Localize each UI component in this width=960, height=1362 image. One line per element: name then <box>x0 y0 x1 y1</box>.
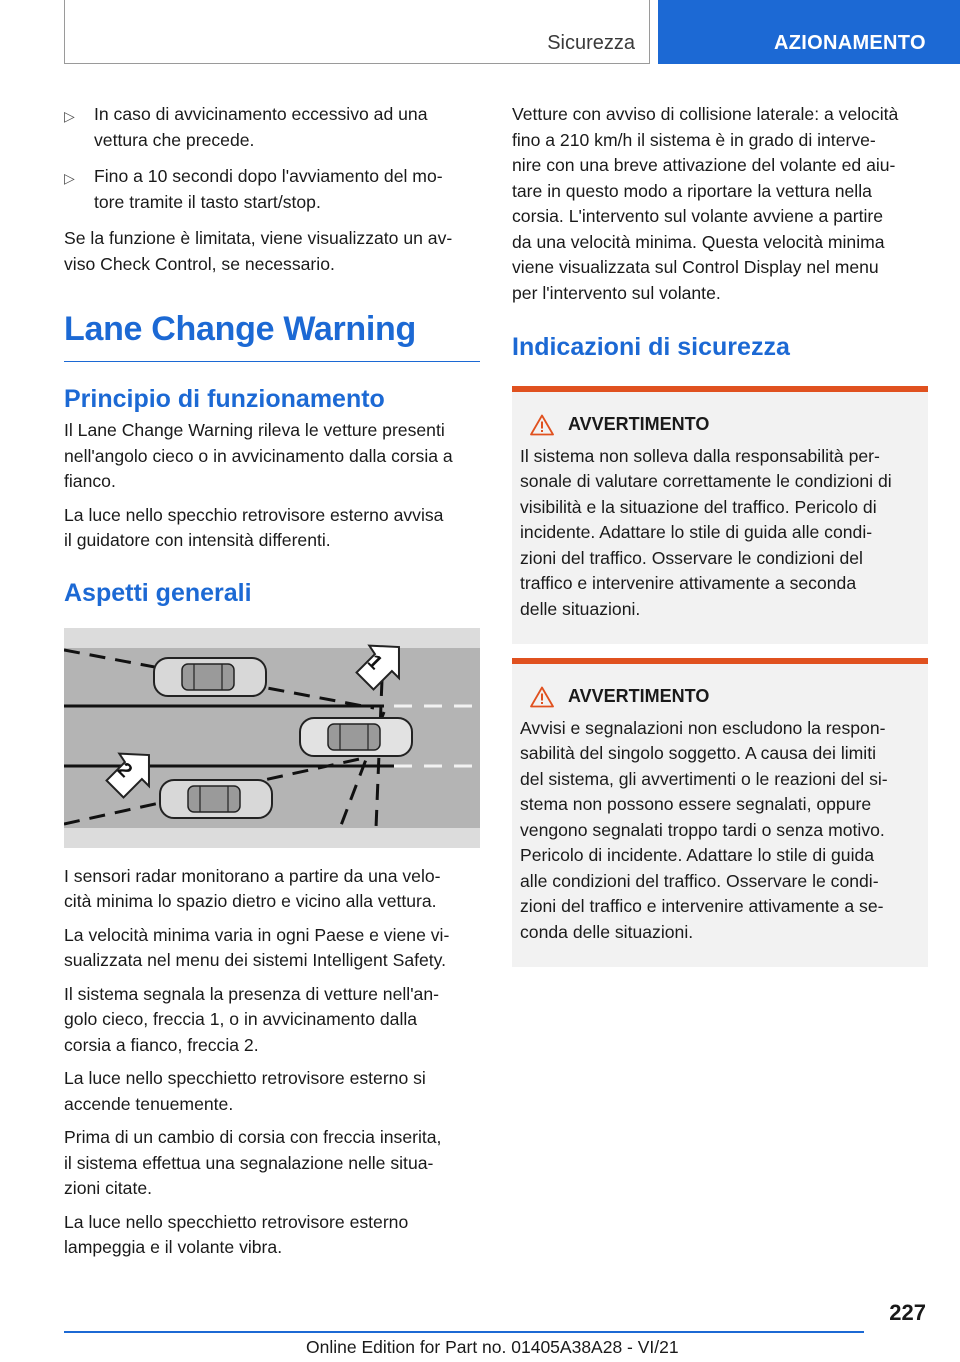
car-bottom <box>160 780 272 818</box>
text-line: Prima di un cambio di corsia con freccia inserita, <box>64 1127 442 1147</box>
warning-title-text: AVVERTIMENTO <box>568 686 710 706</box>
general-heading: Aspetti generali <box>64 578 252 607</box>
text-line: La velocità minima varia in ogni Paese e viene vi- <box>64 924 450 945</box>
text-line: La luce nello specchio retrovisore esterno avvisa <box>64 504 444 525</box>
text-line: corsia a fianco, freccia 2. <box>64 1034 259 1055</box>
paragraph <box>64 418 480 495</box>
text-line: sonale di valutare correttamente le condizioni di <box>520 471 892 491</box>
text-line: zioni citate. <box>64 1178 153 1198</box>
text-line: conda delle situazioni. <box>520 921 694 942</box>
car-ego <box>300 718 412 756</box>
text-line: nell'angolo cieco o in avvicinamento dalla corsia a <box>64 445 453 466</box>
bullet-line: Fino a 10 secondi dopo l'avviamento del mo- <box>94 166 443 186</box>
paragraph <box>64 1066 480 1117</box>
arrow-label-1: 1 <box>362 650 387 674</box>
paragraph <box>64 503 480 554</box>
text-line: golo cieco, freccia 1, o in avvicinamento dalla <box>64 1009 418 1029</box>
bullet-triangle-icon: ▷ <box>64 108 75 124</box>
text-line: incidente. Adattare lo stile di guida alle condi- <box>520 522 873 542</box>
text-line: Il Lane Change Warning rileva le vetture presenti <box>64 420 445 440</box>
paragraph <box>64 982 480 1059</box>
bullet-line: In caso di avvicinamento eccessivo ad una <box>94 104 428 124</box>
car-top <box>154 658 266 696</box>
text-line: fino a 210 km/h il sistema è in grado di interve- <box>512 129 876 150</box>
text-line: delle situazioni. <box>520 598 641 619</box>
paragraph <box>64 1210 480 1261</box>
page-title: Lane Change Warning <box>64 309 480 362</box>
text-line: visibilità e la situazione del traffico. Pericolo di <box>520 496 877 517</box>
bullet-triangle-icon: ▷ <box>64 170 75 186</box>
text-line: da una velocità minima. Questa velocità minima <box>512 231 885 252</box>
text-line: cità minima lo spazio dietro e vicino alla vettura. <box>64 891 437 911</box>
text-line: Il sistema non solleva dalla responsabilità per- <box>520 445 880 466</box>
bullet-line: vettura che precede. <box>94 129 255 150</box>
text-line: il guidatore con intensità differenti. <box>64 530 331 550</box>
warning-title-text: AVVERTIMENTO <box>568 414 710 434</box>
right-column <box>512 102 928 981</box>
text-line: nire con una breve attivazione del volante ed aiu- <box>512 155 896 175</box>
text-line: viso Check Control, se necessario. <box>64 253 335 274</box>
text-line: sualizzata nel menu dei sistemi Intelligent Safety. <box>64 950 447 970</box>
text-line: per l'intervento sul volante. <box>512 282 721 303</box>
text-line: lampeggia e il volante vibra. <box>64 1237 283 1257</box>
warning-title <box>520 412 920 438</box>
bullet-item <box>64 164 480 215</box>
header-section-box <box>64 0 650 64</box>
text-line: Se la funzione è limitata, viene visualizzato un av- <box>64 228 453 248</box>
warning-text <box>520 444 920 623</box>
edition-footer: Online Edition for Part no. 01405A38A28 - VI/21 <box>306 1337 679 1357</box>
text-line: Pericolo di incidente. Adattare lo stile di guida <box>520 845 875 865</box>
footer-divider <box>64 1331 864 1333</box>
warning-title <box>520 684 920 710</box>
bullet-line: tore tramite il tasto start/stop. <box>94 191 321 212</box>
text-line: alle condizioni del traffico. Osservare le condi- <box>520 870 879 891</box>
chapter-title: AZIONAMENTO <box>774 32 926 54</box>
text-line: zioni del traffico. Osservare le condizioni del <box>520 547 863 568</box>
text-line: vengono segnalati troppo tardi o senza motivo. <box>520 819 885 840</box>
section-title: Sicurezza <box>547 32 635 54</box>
text-line: I sensori radar monitorano a partire da una velo- <box>64 865 441 886</box>
road-diagram <box>64 628 480 848</box>
text-line: traffico e intervenire attivamente a seconda <box>520 573 857 593</box>
limited-function-note <box>64 226 480 277</box>
text-line: sabilità del singolo soggetto. A causa dei limiti <box>520 743 876 763</box>
chapter-tab <box>658 0 960 64</box>
warning-triangle-icon <box>530 414 554 436</box>
paragraph <box>64 864 480 915</box>
text-line: La luce nello specchietto retrovisore esterno si <box>64 1068 426 1088</box>
page-number: 227 <box>889 1300 926 1325</box>
text-line: viene visualizzata sul Control Display nel menu <box>512 257 879 277</box>
text-line: accende tenuemente. <box>64 1093 234 1114</box>
text-line: fianco. <box>64 471 116 491</box>
safety-heading: Indicazioni di sicurezza <box>512 333 790 361</box>
paragraph <box>64 923 480 974</box>
bullet-item <box>64 102 480 153</box>
lateral-collision-paragraph <box>512 102 928 306</box>
warning-box <box>512 386 928 644</box>
text-line: Il sistema segnala la presenza di vetture nell'an- <box>64 983 439 1004</box>
text-line: stema non possono essere segnalati, oppure <box>520 794 872 814</box>
warning-triangle-icon <box>530 686 554 708</box>
arrow-label-2: 2 <box>112 758 137 782</box>
text-line: zioni del traffico e intervenire attivamente a se- <box>520 896 884 916</box>
lane-change-illustration <box>64 628 480 848</box>
text-line: Vetture con avviso di collisione laterale: a velocità <box>512 104 899 124</box>
text-line: La luce nello specchietto retrovisore esterno <box>64 1211 409 1232</box>
text-line: del sistema, gli avvertimenti o le reazioni del si- <box>520 768 888 789</box>
warning-text <box>520 716 920 946</box>
text-line: Avvisi e segnalazioni non escludono la respon- <box>520 717 886 738</box>
left-column <box>64 102 480 1269</box>
paragraph <box>64 1125 480 1202</box>
principle-heading: Principio di funzionamento <box>64 385 385 413</box>
text-line: tare in questo modo a riportare la vettura nella <box>512 180 872 201</box>
warning-box <box>512 658 928 967</box>
text-line: corsia. L'intervento sul volante avviene a partire <box>512 206 884 226</box>
text-line: il sistema effettua una segnalazione nelle situa- <box>64 1152 434 1173</box>
